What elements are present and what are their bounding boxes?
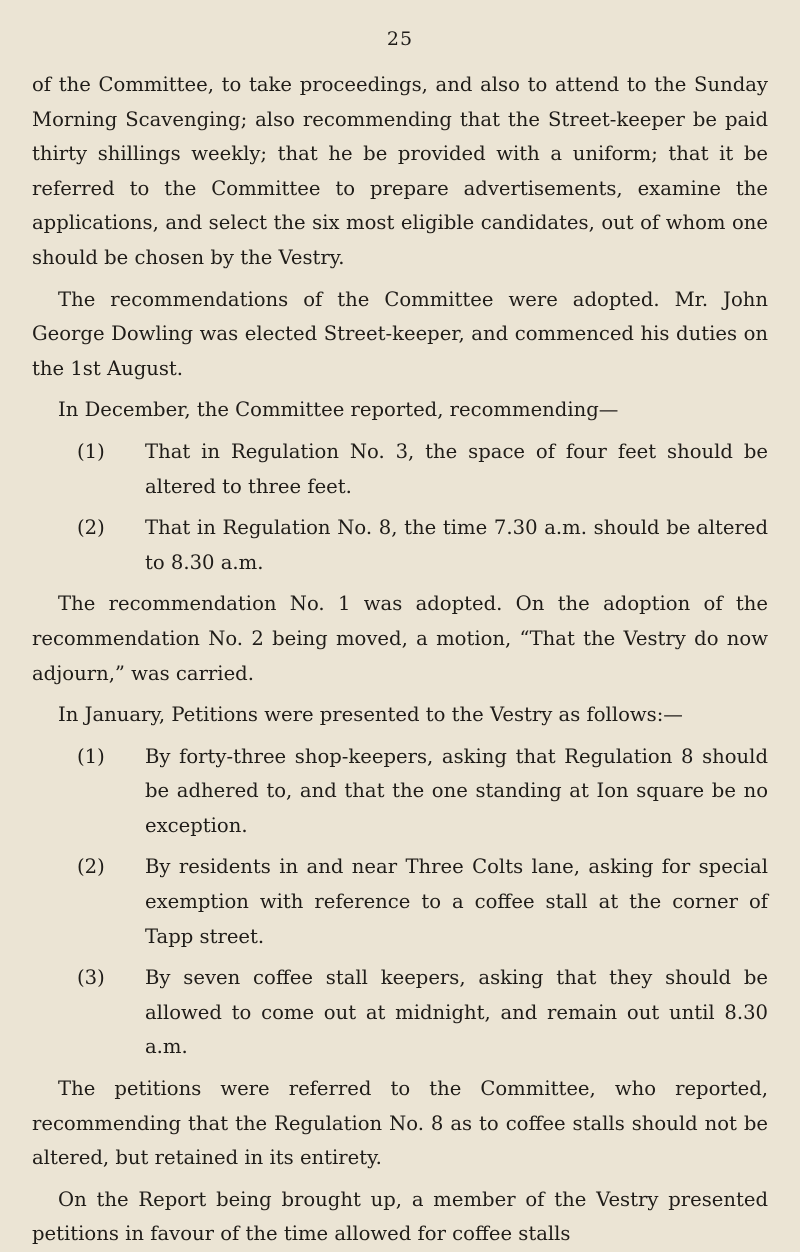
item-number: (1) bbox=[77, 439, 105, 463]
january-petitions-list bbox=[32, 740, 768, 1065]
list-item bbox=[32, 740, 768, 844]
item-number: (3) bbox=[77, 966, 105, 990]
item-text: That in Regulation No. 8, the time 7.30 a.m. should be altered to 8.30 a.m. bbox=[145, 516, 768, 574]
paragraph-january-petitions: In January, Petitions were presented to the Vestry as follows:— bbox=[58, 703, 683, 727]
item-number: (1) bbox=[77, 744, 105, 768]
page-number: 25 bbox=[386, 28, 414, 50]
list-item bbox=[32, 435, 768, 504]
item-text: By residents in and near Three Colts lane, asking for special exemption with reference to a coffee stall at the corner of Tapp street. bbox=[145, 855, 768, 948]
item-number: (2) bbox=[77, 516, 105, 540]
paragraph-report-brought-up: On the Report being brought up, a member of the Vestry presented petitions in favour of the time allowed for coffee stalls bbox=[32, 1187, 768, 1246]
item-text: That in Regulation No. 3, the space of four feet should be altered to three feet. bbox=[145, 439, 768, 498]
list-item bbox=[32, 511, 768, 580]
paragraph-adoption: The recommendations of the Committee were adopted. Mr. John George Dowling was elected Street-keeper, and commenced his duties on the 1st August. bbox=[32, 287, 768, 380]
paragraph-december-report: In December, the Committee reported, recommending— bbox=[58, 398, 619, 422]
list-item bbox=[32, 961, 768, 1065]
list-item bbox=[32, 850, 768, 954]
item-text: By seven coffee stall keepers, asking that they should be allowed to come out at midnight, and remain out until 8.30 a.m. bbox=[145, 966, 768, 1059]
paragraph-motion-adjourn: The recommendation No. 1 was adopted. On the adoption of the recommendation No. 2 being moved, a motion, “That the Vestry do now adjourn,” was carried. bbox=[32, 592, 768, 685]
december-recommendations-list bbox=[32, 435, 768, 580]
item-number: (2) bbox=[77, 855, 105, 879]
paragraph-continuation: of the Committee, to take proceedings, and also to attend to the Sunday Morning Scavenging; also recommending that the Street-keeper be paid thirty shillings weekly; that he be provided with a uniform; that it be referred to the Committee to prepare advertisements, examine the applications, and select the six most eligible candidates, out of whom one should be chosen by the Vestry. bbox=[32, 73, 768, 269]
item-text: By forty-three shop-keepers, asking that Regulation 8 should be adhered to, and that the one standing at Ion square be no exception. bbox=[145, 744, 768, 837]
paragraph-committee-report: The petitions were referred to the Committee, who reported, recommending that the Regulation No. 8 as to coffee stalls should not be altered, but retained in its entirety. bbox=[32, 1077, 768, 1170]
